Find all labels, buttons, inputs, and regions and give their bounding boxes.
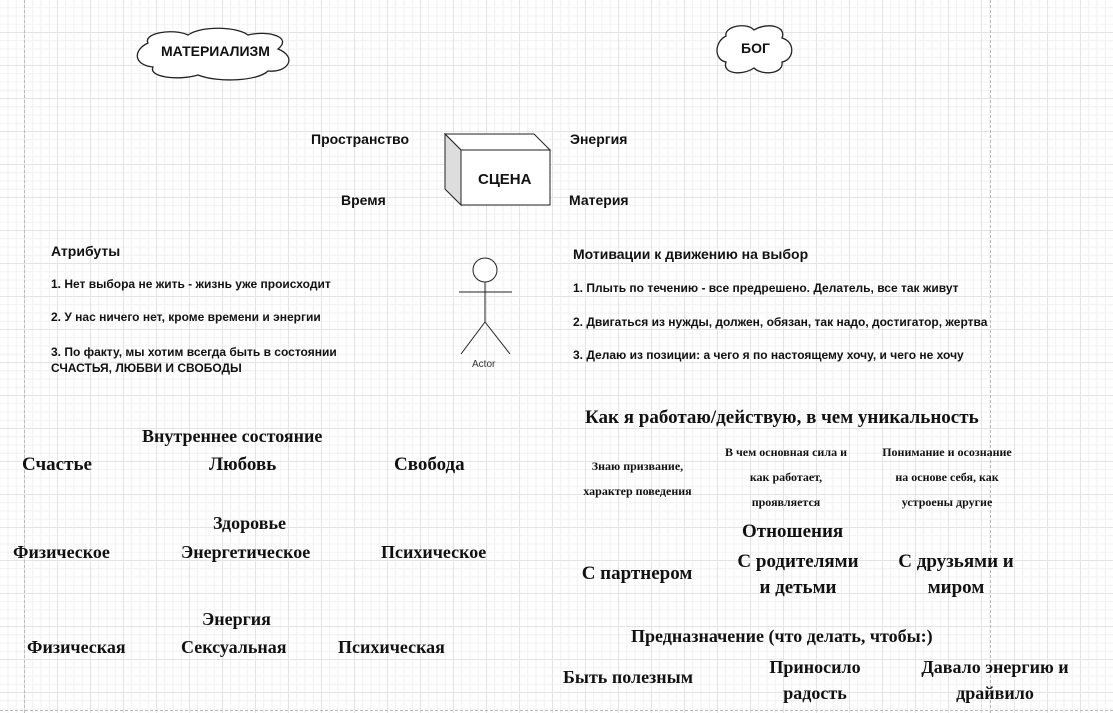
uniqueness-item: Знаю призвание, характер поведения (583, 459, 692, 498)
energy-title: Энергия (202, 609, 271, 629)
motivations-title: Мотивации к движению на выбор (573, 246, 809, 262)
matter-label: Материя (569, 192, 629, 208)
attributes-title: Атрибуты (51, 243, 121, 259)
page-break-line (0, 710, 1113, 711)
uniqueness-title: Как я работаю/действую, в чем уникальность (585, 407, 979, 428)
inner-state-title: Внутреннее состояние (142, 426, 323, 446)
actor-stick-figure[interactable] (456, 256, 516, 358)
page-break-line (990, 0, 991, 713)
uniqueness-item: Понимание и осознание на основе себя, как устроены другие (882, 445, 1012, 509)
energy-item: Физическая (27, 637, 126, 657)
motivation-item: 2. Двигаться из нужды, должен, обязан, так надо, достигатор, жертва (573, 315, 988, 329)
relations-item: С друзьями и миром (898, 551, 1014, 598)
energy-item: Сексуальная (181, 637, 287, 657)
page-break-line (24, 0, 25, 713)
uniqueness-item: В чем основная сила и как работает, проявляется (725, 445, 847, 509)
energy-item: Психическая (338, 637, 445, 657)
attribute-item: СЧАСТЬЯ, ЛЮБВИ И СВОБОДЫ (51, 361, 242, 375)
inner-state-item: Любовь (209, 454, 277, 475)
attribute-item: 2. У нас ничего нет, кроме времени и энергии (51, 310, 321, 324)
cloud-god-label: БОГ (741, 40, 770, 56)
scene-label: СЦЕНА (478, 171, 532, 188)
purpose-title: Предназначение (что делать, чтобы:) (631, 626, 933, 646)
time-label: Время (341, 192, 386, 208)
scene-cube[interactable] (444, 133, 552, 207)
health-title: Здоровье (213, 513, 286, 533)
relations-title: Отношения (742, 521, 844, 542)
space-label: Пространство (311, 131, 410, 147)
attribute-item: 1. Нет выбора не жить - жизнь уже происходит (51, 277, 331, 291)
purpose-item: Приносило радость (769, 657, 861, 703)
motivation-item: 3. Делаю из позиции: а чего я по настоящему хочу, и чего не хочу (573, 348, 964, 362)
health-item: Психическое (381, 542, 487, 562)
purpose-item: Давало энергию и драйвило (921, 657, 1069, 703)
cloud-materialism-label: МАТЕРИАЛИЗМ (161, 43, 270, 59)
relations-item: С родителями и детьми (737, 551, 859, 598)
actor-label: Actor (472, 359, 496, 370)
inner-state-item: Счастье (22, 454, 92, 475)
health-item: Энергетическое (181, 542, 311, 562)
purpose-item: Быть полезным (563, 667, 693, 687)
relations-item: С партнером (581, 563, 693, 584)
attribute-item: 3. По факту, мы хотим всегда быть в состоянии (51, 345, 337, 359)
health-item: Физическое (13, 542, 110, 562)
energy-label: Энергия (570, 131, 628, 147)
motivation-item: 1. Плыть по течению - все предрешено. Делатель, все так живут (573, 281, 959, 295)
inner-state-item: Свобода (394, 454, 465, 475)
